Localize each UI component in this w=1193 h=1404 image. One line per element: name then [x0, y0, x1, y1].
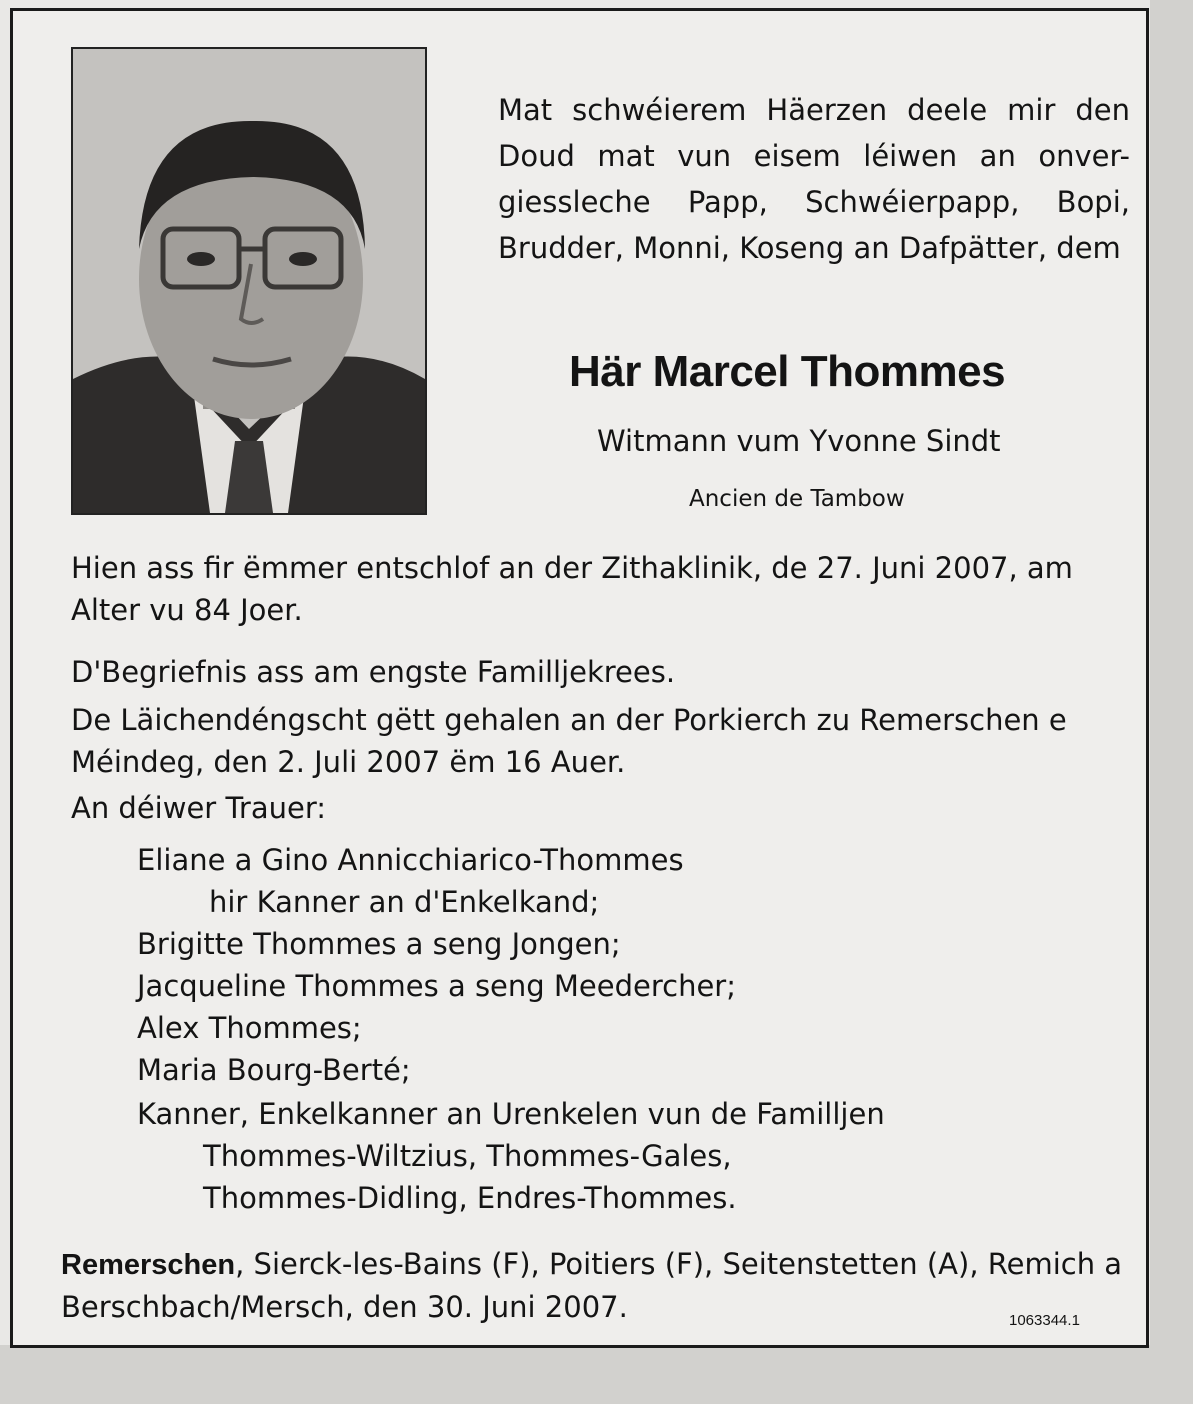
deceased-name: Här Marcel Thommes	[569, 347, 1006, 396]
list-item: hir Kanner an d'Enkelkand;	[209, 885, 600, 919]
former-role: Ancien de Tambow	[689, 486, 905, 512]
mourners-intro: An déiwer Trauer:	[71, 791, 326, 825]
background-page-bleed	[0, 1345, 1193, 1404]
closing-places	[61, 1243, 1136, 1328]
list-item: Brigitte Thommes a seng Jongen;	[137, 927, 621, 961]
death-statement: Hien ass fir ëmmer entschlof an der Zithaklinik, de 27. Juni 2007, am Alter vu 84 Joer.	[71, 551, 1073, 627]
list-item: Eliane a Gino Annicchiarico-Thommes	[137, 843, 684, 877]
obituary-notice	[10, 8, 1149, 1348]
intro-text: Mat schwéierem Häerzen deele mir den Doud mat vun eisem léiwen an onver-giessleche Papp, Schwéierpapp, Bopi, Brudder, Monni, Koseng an Dafpätter, dem	[498, 93, 1130, 265]
service-statement: De Läichendéngscht gëtt gehalen an der Porkierch zu Remerschen e Méindeg, den 2. Juli 2007 ëm 16 Auer.	[71, 703, 1067, 779]
closing-place-rest: , Sierck-les-Bains (F), Poitiers (F), Seitenstetten (A), Remich a Berschbach/Mersch, den 30. Juni 2007.	[61, 1247, 1123, 1324]
closing-place-bold: Remerschen	[61, 1249, 236, 1281]
reference-number: 1063344.1	[1009, 1312, 1080, 1329]
burial-statement: D'Begriefnis ass am engste Familljekrees.	[71, 655, 676, 689]
list-item: Jacqueline Thommes a seng Meedercher;	[137, 969, 737, 1003]
list-item: Thommes-Wiltzius, Thommes-Gales,	[203, 1139, 732, 1173]
portrait-illustration	[73, 49, 425, 513]
list-item: Thommes-Didling, Endres-Thommes.	[203, 1181, 737, 1215]
background-page-bleed-right	[1150, 0, 1193, 1404]
list-item: Maria Bourg-Berté;	[137, 1053, 411, 1087]
list-item: Alex Thommes;	[137, 1011, 362, 1045]
list-item: Kanner, Enkelkanner an Urenkelen vun de Familljen	[137, 1097, 885, 1131]
widow-of: Witmann vum Yvonne Sindt	[597, 424, 1001, 458]
portrait-photo	[71, 47, 427, 515]
